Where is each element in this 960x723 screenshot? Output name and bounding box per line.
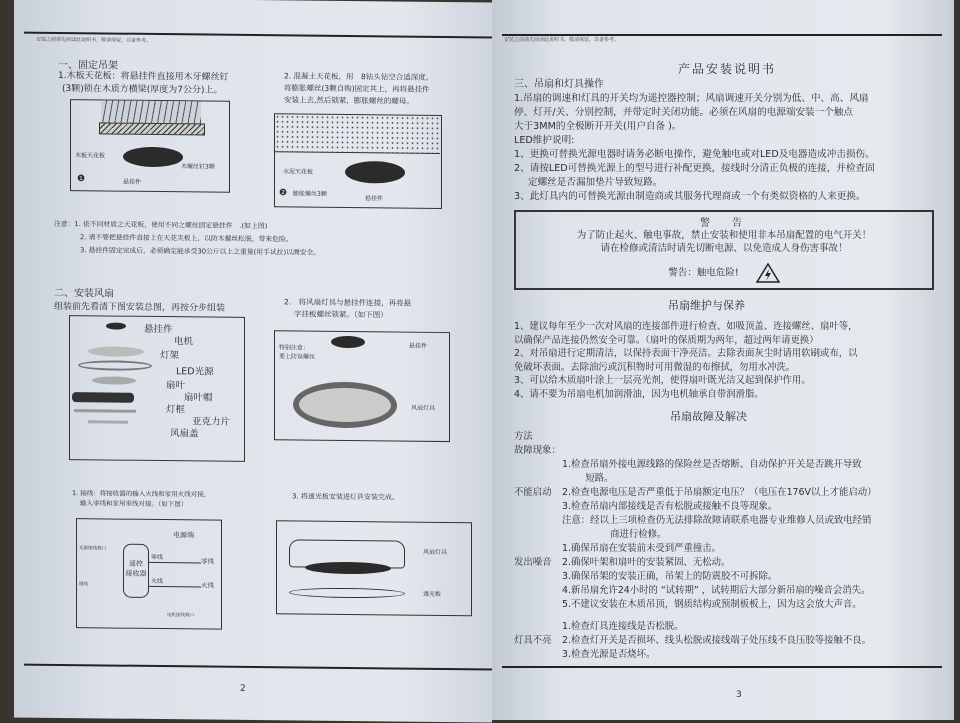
part-label: 扇叶帽	[184, 392, 213, 404]
text-line: 2. 混凝土天花板，用 8钻头钻空合适深度，	[284, 71, 434, 82]
wiring-label: 地线	[79, 582, 88, 588]
wiring-label: 火线	[201, 581, 214, 590]
text-line: 3、可以给木质扇叶涂上一层亮光剂，使得扇叶既光洁又起到保护作用。	[514, 375, 811, 386]
exploded-view-figure	[69, 315, 245, 462]
figure-wood-ceiling	[70, 99, 230, 193]
text-line: 大于3MM的全极断开开关(用户自备 )。	[514, 121, 682, 132]
wiring-label: 光源接线端口	[79, 546, 106, 552]
wiring-label: 电机接线端口	[167, 613, 194, 619]
hanger-disk	[123, 147, 183, 168]
text-line: 免破坏表面。去除油污或沉积物时可用微湿的布擦拭，勿用水冲洗。	[514, 361, 796, 373]
fault-noise	[514, 542, 944, 612]
text-line: 1.木板天花板：将悬挂件直接用木牙螺丝钉	[58, 70, 229, 83]
note-line: 2. 请不要把悬挂件直接上在天花夹板上，以防木螺丝松脱，带来危险。	[80, 233, 293, 244]
text-line: 2、对吊扇进行定期清洁，以保持表面干净亮洁。去除表面灰尘时请用软刷或布，以	[514, 348, 858, 359]
instruction-text	[72, 488, 210, 509]
part-label: 亚克力片	[192, 416, 231, 428]
fault-name: 发出噪音	[514, 557, 552, 568]
fault-item: 3.确保吊架的安装正确，吊架上的防震胶不可拆除。	[562, 571, 778, 582]
section-title: 一、固定吊架	[58, 59, 118, 72]
bottom-rule	[502, 666, 942, 668]
operation-paragraph	[514, 92, 869, 134]
figure-number: ❶	[77, 174, 86, 185]
text-line: 字挂板螺丝锁紧。（如下图）	[294, 309, 388, 320]
figure-label: 风扇灯具	[423, 548, 448, 557]
text-line: 以确保产品连接仍然安全可靠。（扇叶的保质期为两年，超过两年请更换）	[514, 334, 819, 346]
figure-label: 特别注意：	[279, 344, 310, 352]
warning-box	[514, 210, 934, 290]
fault-name: 灯具不亮	[514, 635, 552, 646]
high-voltage-icon	[756, 263, 780, 283]
text-line: 停、灯开/关、分别控制，并带定时关闭功能。必须在风扇的电源端安装一个触点	[514, 107, 854, 118]
text-line: 2、请按LED可替换光源上的型号进行补配更换，接线时分清正负极的连接，并检查固	[514, 163, 875, 174]
text-line: 输入零线和家用零线对接。（如下图）	[80, 499, 188, 509]
wiring-label: 火线	[151, 577, 164, 586]
fault-item: 1.检查吊扇外接电源线路的保险丝是否熔断、自动保护开关是否跳开导致	[562, 459, 862, 470]
part-label: 灯框	[166, 404, 186, 416]
wiring-diagram	[76, 518, 222, 630]
part-label: 扇叶	[166, 380, 186, 392]
warning-line: 为了防止起火、触电事故，禁止安装和使用非本吊扇配置的电气开关！	[576, 230, 872, 241]
fault-light-off	[514, 620, 944, 662]
fault-name: 不能启动	[514, 487, 552, 498]
document-title: 产品安装说明书	[678, 62, 777, 76]
part-label: 悬挂件	[144, 323, 173, 336]
figure-label: 水泥天花板	[283, 168, 314, 176]
fault-item: 注意：经以上三项检查仍无法排除故障请联系电器专业维修人员或致电经销	[562, 515, 872, 526]
text-line: 将膨胀螺丝(3颗自购)固定其上，再将悬挂件	[284, 83, 430, 94]
shock-warning-text: 警告：触电危险!	[668, 267, 739, 279]
figure-label: 悬挂件	[123, 178, 142, 186]
text-line: 安装上去,然后锁紧，膨胀螺丝的螺母。	[284, 95, 414, 106]
page-number: 2	[240, 683, 246, 694]
wiring-label: 零线	[151, 553, 164, 562]
receiver-label: 遥控	[129, 559, 143, 568]
fault-item: 短路。	[576, 473, 614, 484]
method-label: 方法	[514, 431, 533, 442]
part-label: 风扇盖	[170, 428, 199, 440]
page-number: 3	[736, 690, 742, 700]
figure-label: 木板天花板	[75, 152, 106, 160]
text-line: 3、此灯具内的可替换光源由制造商或其服务代理商或一个有类似资格的人来更换。	[514, 191, 866, 202]
section-title: 三、吊扇和灯具操作	[514, 79, 604, 90]
text-line: 1.吊扇的调速和灯具的开关均为遥控器控制；风扇调速开关分别为低、中、高、风扇	[514, 93, 869, 104]
receiver-label: 接收器	[125, 569, 147, 578]
section-title: 吊扇维护与保养	[668, 299, 745, 312]
figure-label: 悬挂件	[409, 342, 428, 350]
fault-item: 1.确保吊扇在安装前未受到严重撞击。	[562, 543, 721, 554]
maintenance-list	[514, 320, 857, 401]
note-line: 注意：1. 依不同材质之天花板，使用不同之螺丝固定悬挂件 .(如上图)	[54, 219, 268, 231]
text-line: 定螺丝是否漏加垫片导致短路。	[528, 177, 663, 188]
figure-label: 木螺丝钉3颗	[181, 163, 215, 171]
figure-concrete-ceiling	[274, 113, 442, 209]
intro-text: 组装前先看清下图安装总图，再按分步组装	[54, 301, 226, 314]
wiring-label: 电源端	[173, 531, 194, 540]
figure-label: 要上防误螺丝	[279, 353, 316, 361]
instruction-text	[284, 70, 433, 108]
text-line: 1、建议每年至少一次对风扇的连接部件进行检查、如吸顶盖、连接螺丝、扇叶等，	[514, 321, 858, 332]
warning-title: 警 告	[700, 218, 748, 229]
fault-item: 2.检查灯开关是否损坏、线头松脱或接线端子处压线不良压胶等接触不良。	[562, 635, 871, 646]
step2-figure	[274, 330, 450, 442]
figure-label: 透光板	[423, 590, 442, 598]
text-line: 2. 将风扇灯具与悬挂件连接，再将悬	[284, 297, 412, 308]
note-line: 3. 悬挂件固定完成后，必须确定能承受30公斤以上之重量(用手试拉)以测安全。	[80, 246, 321, 257]
fault-no-start	[514, 458, 944, 542]
fault-item: 商进行检修。	[582, 529, 667, 540]
part-label: LED光源	[176, 366, 214, 378]
subsection-title: LED维护说明:	[514, 135, 575, 146]
instruction-text: 3. 将透光板安装进灯具安装完成。	[292, 492, 399, 502]
instruction-text	[58, 70, 229, 98]
led-section	[514, 134, 875, 204]
header-note: 安装之前请先阅读此说明书，敬请保留，以备参考。	[504, 37, 620, 43]
figure-number: ❷	[279, 188, 288, 199]
fault-item: 1.检查灯具连接线是否松脱。	[562, 621, 684, 632]
part-label: 灯架	[160, 350, 180, 362]
notes	[54, 218, 320, 260]
fault-item: 2.确保叶架和扇叶的安装紧固、无松动。	[562, 557, 731, 568]
fault-header	[514, 430, 561, 458]
wiring-label: 零线	[201, 557, 214, 566]
text-line: 1. 接线：将接收器的输入火线和家用火线对接，	[72, 489, 211, 499]
fault-item: 4.新吊扇允许24小时的 “试转期” ，试转期后大部分新吊扇的噪音会消失。	[562, 585, 871, 596]
fault-item: 5.不建议安装在木质吊顶，钢质结构或预制板板上，因为这会放大声音。	[562, 599, 862, 610]
fault-item: 3.检查光源是否烧坏。	[562, 649, 656, 660]
bottom-rule	[24, 664, 494, 671]
text-line: 4、请不要为吊扇电机加润滑油，因为电机轴承自带润滑脂。	[514, 388, 764, 400]
symptom-label: 故障现象：	[514, 445, 561, 456]
section-title: 吊扇故障及解决	[670, 410, 747, 423]
hanger-disk	[345, 161, 405, 184]
section-title: 二、安装风扇	[54, 287, 114, 300]
fault-item: 3.检查吊扇内部接线是否有松脱或接触不良等现象。	[562, 501, 778, 512]
figure-label: 风扇灯具	[411, 404, 436, 412]
text-line: (3颗)锁在木质方横梁(厚度为7公分)上。	[62, 83, 223, 96]
warning-line: 请在检修或清洁时请先切断电源、以免造成人身伤害事故！	[600, 243, 848, 254]
header-note: 安装之前请先阅读此说明书，敬请保留，以备参考。	[36, 36, 152, 44]
figure-label: 膨胀螺丝3颗	[293, 190, 327, 198]
fault-item: 2.检查电源电压是否严重低于吊扇额定电压？（电压在176V以上才能启动）	[562, 487, 877, 498]
right-page	[492, 0, 954, 720]
part-label: 电机	[174, 336, 194, 348]
instruction-text	[284, 296, 411, 321]
text-line: 1、更换可替换光源电器时请务必断电操作，避免触电或对LED及电器造成冲击损伤。	[514, 149, 875, 160]
left-page	[14, 0, 492, 723]
step3-figure	[276, 520, 472, 616]
figure-label: 悬挂件	[365, 195, 384, 203]
